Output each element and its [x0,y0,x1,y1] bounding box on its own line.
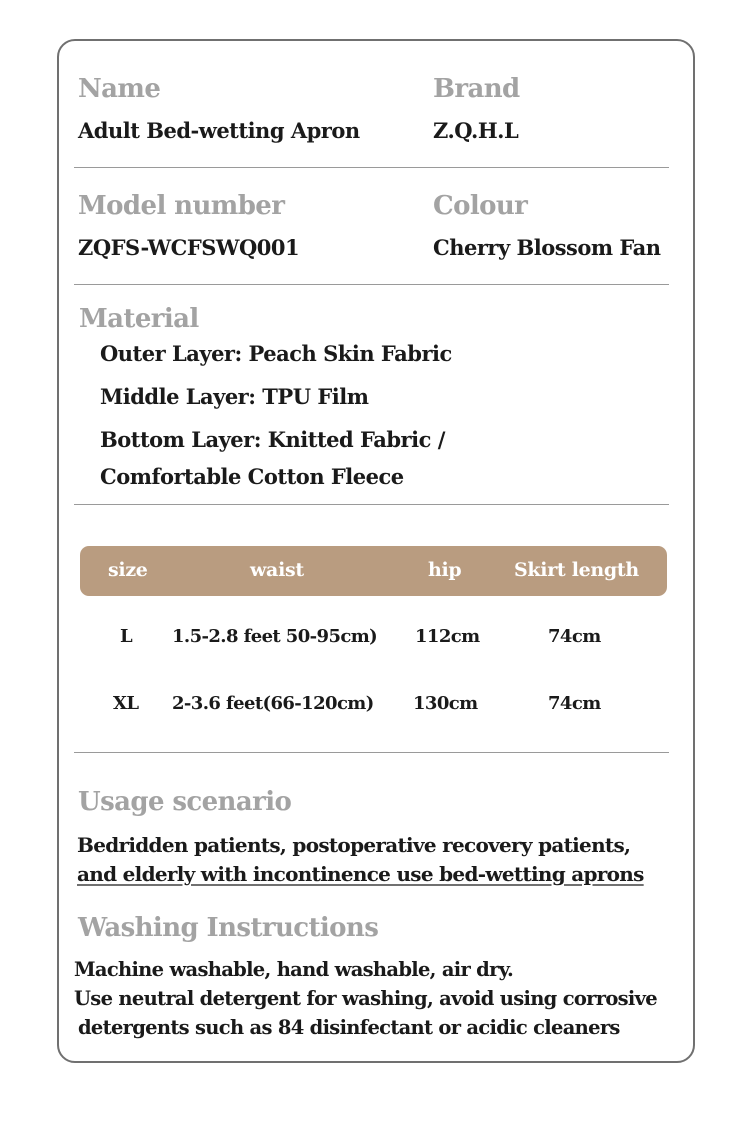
divider [74,752,669,753]
material-label: Material [79,304,199,334]
washing-line: detergents such as 84 disinfectant or acidic cleaners [78,1016,620,1039]
table-cell-waist: 2-3.6 feet(66-120cm) [172,693,374,714]
material-line: Bottom Layer: Knitted Fabric / [100,427,445,452]
table-cell-skirt-length: 74cm [548,693,601,714]
table-cell-waist: 1.5-2.8 feet 50-95cm) [172,626,378,647]
size-table-header [80,546,667,596]
model-label: Model number [78,191,285,221]
material-line: Comfortable Cotton Fleece [100,464,404,489]
usage-line: Bedridden patients, postoperative recovery patients, [77,833,631,857]
column-header-size: size [108,559,148,581]
usage-line: and elderly with incontinence use bed-wetting aprons [77,862,644,886]
brand-label: Brand [433,74,520,104]
table-cell-hip: 130cm [413,693,478,714]
model-value: ZQFS-WCFSWQ001 [78,235,300,260]
table-cell-hip: 112cm [415,626,480,647]
divider [74,504,669,505]
washing-line: Machine washable, hand washable, air dry. [74,958,514,981]
column-header-hip: hip [428,559,462,581]
column-header-skirt-length: Skirt length [514,559,639,581]
washing-label: Washing Instructions [78,913,379,943]
material-line: Middle Layer: TPU Film [100,384,369,409]
brand-value: Z.Q.H.L [433,118,519,143]
divider [74,284,669,285]
divider [74,167,669,168]
name-value: Adult Bed-wetting Apron [78,118,360,143]
washing-line: Use neutral detergent for washing, avoid using corrosive [74,987,657,1010]
usage-label: Usage scenario [78,787,292,817]
table-cell-skirt-length: 74cm [548,626,601,647]
column-header-waist: waist [250,559,304,581]
material-line: Outer Layer: Peach Skin Fabric [100,341,452,366]
table-cell-size: XL [113,693,139,714]
colour-value: Cherry Blossom Fan [433,235,661,260]
colour-label: Colour [433,191,528,221]
name-label: Name [78,74,161,104]
table-cell-size: L [120,626,133,647]
